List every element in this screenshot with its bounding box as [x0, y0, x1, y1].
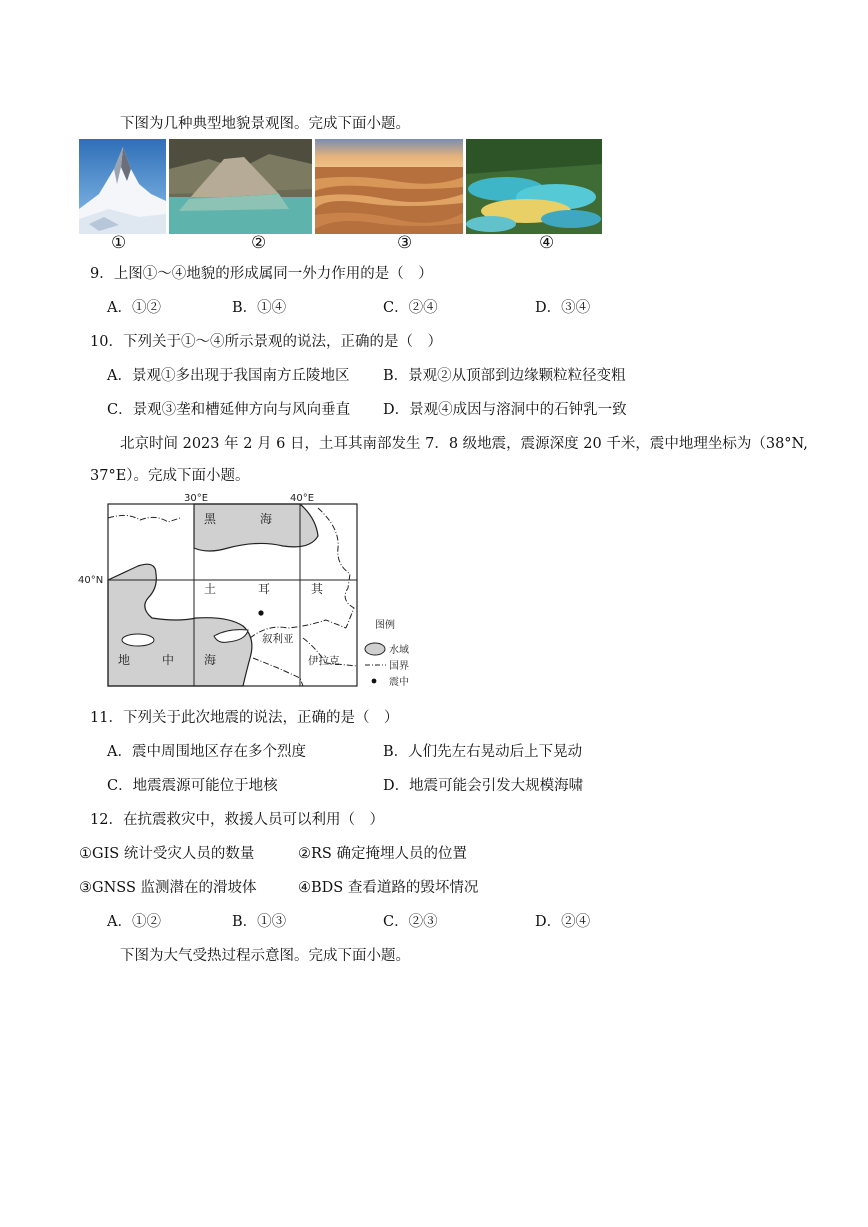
map-label-hei: 黑 — [204, 512, 217, 526]
photo-alluvial-fan — [169, 139, 312, 234]
photo-label-1: ① — [111, 233, 127, 253]
q11-option-a[interactable]: A．震中周围地区存在多个烈度 — [107, 744, 306, 760]
q12-option-c[interactable]: C．②③ — [383, 914, 438, 930]
question-9-stem: 9．上图①～④地貌的形成属同一外力作用的是（ ） — [90, 266, 433, 282]
map-label-hai2: 海 — [204, 653, 217, 667]
map-label-iraq: 伊拉克 — [308, 655, 340, 667]
photo-label-4: ④ — [539, 233, 555, 253]
q9-option-d[interactable]: D．③④ — [535, 300, 591, 316]
map-label-hai1: 海 — [260, 512, 273, 526]
q11-option-c[interactable]: C．地震震源可能位于地核 — [107, 778, 278, 794]
q12-item-3: ③GNSS 监测潜在的滑坡体 — [79, 880, 257, 896]
intro-text-earthquake-line2: 37°E）。完成下面小题。 — [90, 468, 250, 484]
question-11-stem: 11．下列关于此次地震的说法，正确的是（ ） — [90, 710, 399, 726]
map-lat-40n: 40°N — [78, 575, 104, 586]
legend-epicenter-swatch — [372, 679, 377, 684]
map-label-er: 耳 — [258, 582, 271, 596]
q12-item-2: ②RS 确定掩埋人员的位置 — [298, 846, 467, 862]
map-epicenter-dot — [258, 610, 263, 615]
question-12-stem: 12．在抗震救灾中，救援人员可以利用（ ） — [90, 812, 384, 828]
photo-label-3: ③ — [397, 233, 413, 253]
intro-text-landforms: 下图为几种典型地貌景观图。完成下面小题。 — [120, 116, 410, 132]
map-label-syria: 叙利亚 — [262, 633, 294, 645]
q12-item-1: ①GIS 统计受灾人员的数量 — [79, 846, 255, 862]
q9-option-c[interactable]: C．②④ — [383, 300, 438, 316]
q12-option-d[interactable]: D．②④ — [535, 914, 591, 930]
legend-water: 水域 — [389, 645, 409, 656]
map-label-di: 地 — [118, 653, 131, 667]
photo-matterhorn — [79, 139, 166, 234]
q9-option-b[interactable]: B．①④ — [232, 300, 287, 316]
legend-water-swatch — [365, 643, 385, 655]
photo-yardang — [315, 139, 463, 234]
q10-option-b[interactable]: B．景观②从顶部到边缘颗粒粒径变粗 — [383, 368, 626, 384]
legend-title: 图例 — [375, 620, 395, 631]
q10-option-a[interactable]: A．景观①多出现于我国南方丘陵地区 — [107, 368, 350, 384]
map-lon-30e: 30°E — [184, 493, 209, 504]
q12-item-4: ④BDS 查看道路的毁坏情况 — [298, 880, 479, 896]
q11-option-b[interactable]: B．人们先左右晃动后上下晃动 — [383, 744, 583, 760]
q11-option-d[interactable]: D．地震可能会引发大规模海啸 — [383, 778, 584, 794]
map-label-zhong: 中 — [162, 653, 175, 667]
question-10-stem: 10．下列关于①～④所示景观的说法，正确的是（ ） — [90, 334, 442, 350]
map-mediterranean — [108, 564, 252, 686]
photo-travertine-pools — [466, 139, 602, 234]
q12-option-a[interactable]: A．①② — [107, 914, 161, 930]
map-lon-40e: 40°E — [290, 493, 315, 504]
legend-epicenter: 震中 — [389, 677, 409, 688]
map-label-qi: 其 — [311, 582, 324, 596]
q10-option-d[interactable]: D．景观④成因与溶洞中的石钟乳一致 — [383, 402, 627, 418]
turkey-earthquake-map — [78, 488, 423, 693]
photo-label-2: ② — [251, 233, 267, 253]
q12-option-b[interactable]: B．①③ — [232, 914, 287, 930]
legend-border: 国界 — [389, 661, 409, 672]
map-label-tu: 土 — [204, 582, 217, 596]
intro-text-atmosphere: 下图为大气受热过程示意图。完成下面小题。 — [120, 948, 410, 964]
intro-text-earthquake-line1: 北京时间 2023 年 2 月 6 日，土耳其南部发生 7．8 级地震，震源深度 20 千米，震中地理坐标为（38°N, — [120, 436, 808, 452]
q9-option-a[interactable]: A．①② — [107, 300, 161, 316]
q10-option-c[interactable]: C．景观③垄和槽延伸方向与风向垂直 — [107, 402, 351, 418]
